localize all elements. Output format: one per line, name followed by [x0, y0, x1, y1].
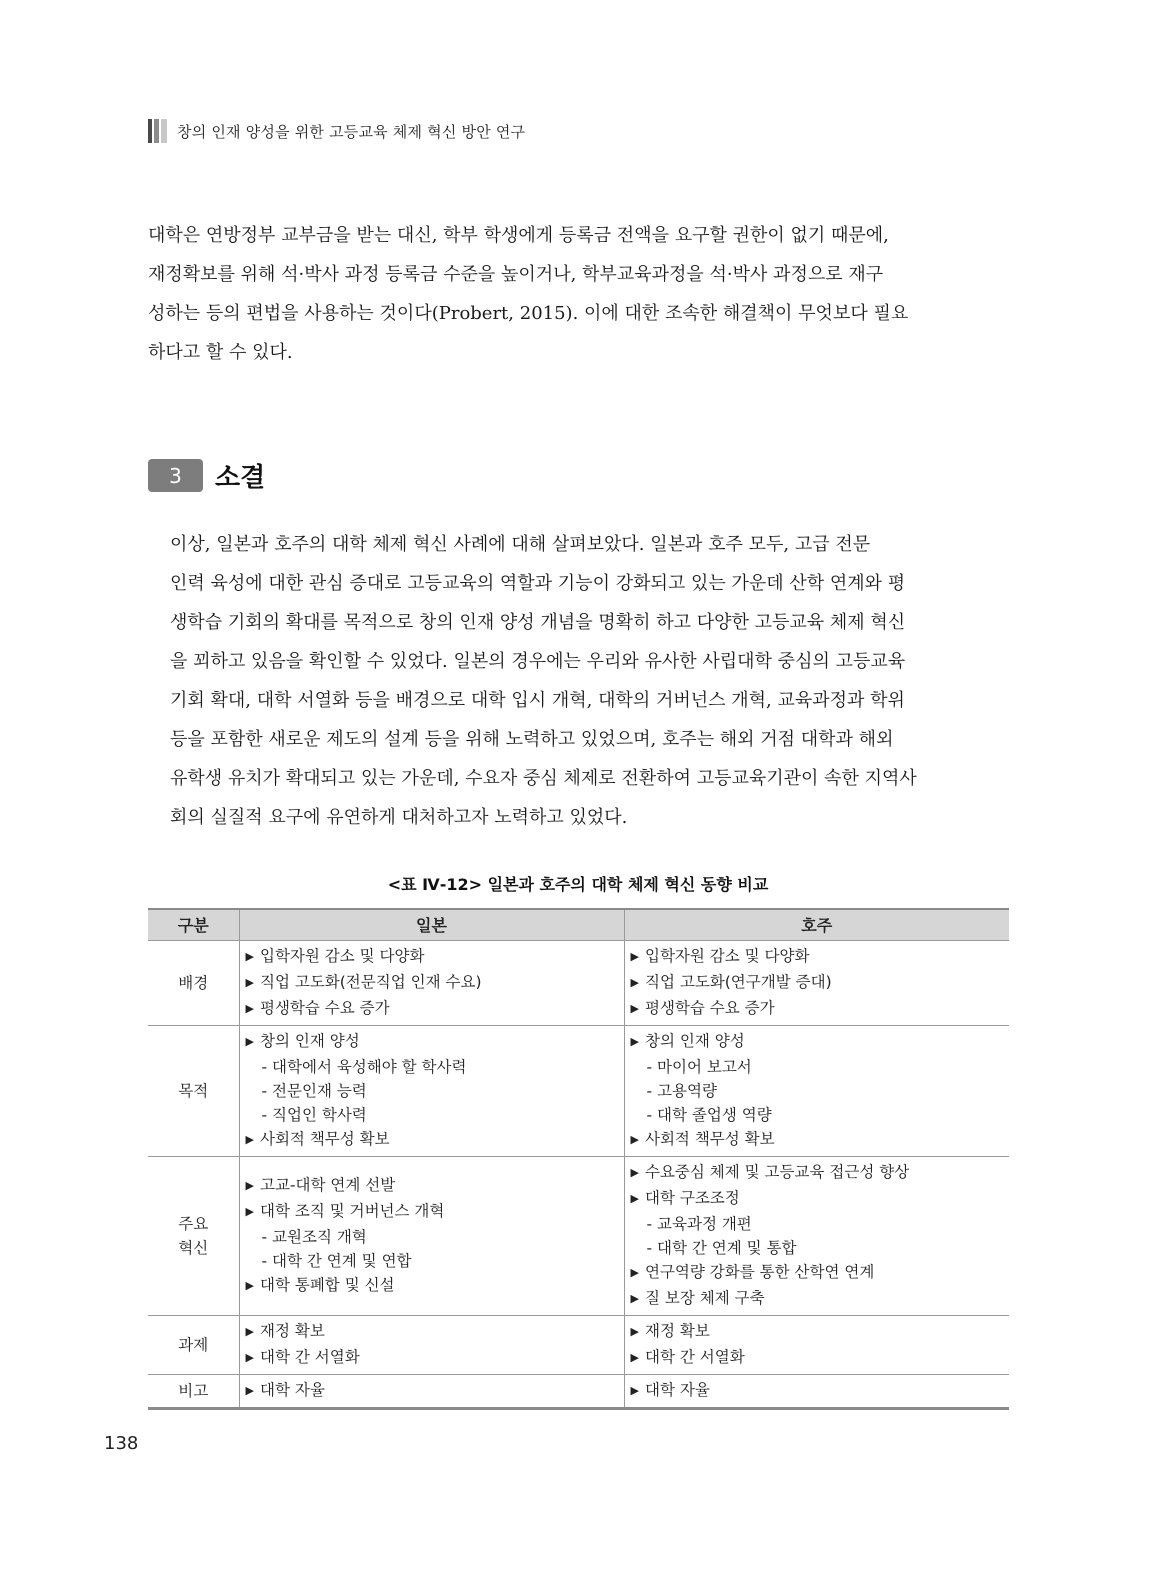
bullet-item — [631, 1186, 1004, 1212]
bullet-item — [246, 970, 618, 996]
paragraph-line: 성하는 등의 편법을 사용하는 것이다(Probert, 2015). 이에 대한 조속한 해결책이 무엇보다 필요 — [148, 303, 909, 324]
item-text: - 고용역량 — [646, 1081, 717, 1100]
paragraph-line: 이상, 일본과 호주의 대학 체제 혁신 사례에 대해 살펴보았다. 일본과 호주 모두, 고급 전문 — [170, 534, 871, 555]
triangle-bullet-icon: ▶ — [245, 1034, 254, 1048]
bullet-item — [246, 1319, 618, 1345]
item-text: 대학 조직 및 거버넌스 개혁 — [259, 1201, 445, 1220]
bullet-item — [246, 1127, 618, 1153]
triangle-bullet-icon: ▶ — [245, 975, 254, 989]
bullet-item — [631, 996, 1004, 1022]
item-text: 대학 구조조정 — [644, 1188, 740, 1207]
triangle-bullet-icon: ▶ — [630, 949, 639, 963]
triangle-bullet-icon: ▶ — [630, 1350, 639, 1364]
row-label — [148, 1156, 239, 1315]
comparison-table — [148, 908, 1009, 1410]
paragraph-line: 을 꾀하고 있음을 확인할 수 있었다. 일본의 경우에는 우리와 유사한 사립대학 중심의 고등교육 — [170, 651, 906, 672]
triangle-bullet-icon: ▶ — [630, 1034, 639, 1048]
triangle-bullet-icon: ▶ — [630, 1132, 639, 1146]
column-header-australia: 호주 — [624, 909, 1009, 940]
table-row — [148, 1315, 1009, 1374]
row-label: 비고 — [178, 1381, 209, 1400]
item-text: 질 보장 체제 구축 — [644, 1288, 765, 1307]
item-text: 평생학습 수요 증가 — [644, 998, 775, 1017]
running-header-title: 창의 인재 양성을 위한 고등교육 체제 혁신 방안 연구 — [177, 122, 526, 141]
table-row — [148, 1156, 1009, 1315]
cell-japan — [239, 1315, 624, 1374]
item-text: 연구역량 강화를 통한 산학연 연계 — [644, 1262, 875, 1281]
bullet-item — [246, 1273, 618, 1299]
item-text: 대학 간 서열화 — [259, 1347, 360, 1366]
row-label: 목적 — [148, 1025, 239, 1156]
item-text: 직업 고도화(연구개발 증대) — [644, 972, 832, 991]
item-text: - 전문인재 능력 — [261, 1081, 367, 1100]
sub-item — [631, 1079, 1004, 1103]
sub-item — [246, 1225, 618, 1249]
bullet-item — [246, 1199, 618, 1225]
triangle-bullet-icon: ▶ — [630, 1265, 639, 1279]
bullet-item — [631, 1378, 1004, 1404]
triangle-bullet-icon: ▶ — [630, 1324, 639, 1338]
item-text: 입학자원 감소 및 다양화 — [259, 946, 425, 965]
triangle-bullet-icon: ▶ — [245, 1178, 254, 1192]
item-text: - 마이어 보고서 — [646, 1057, 752, 1076]
triangle-bullet-icon: ▶ — [245, 1204, 254, 1218]
triangle-bullet-icon: ▶ — [630, 1291, 639, 1305]
triangle-bullet-icon: ▶ — [630, 1001, 639, 1015]
paragraph-line: 재정확보를 위해 석·박사 과정 등록금 수준을 높이거나, 학부교육과정을 석·박사 과정으로 재구 — [148, 264, 884, 285]
bullet-item — [246, 1029, 618, 1055]
triangle-bullet-icon: ▶ — [245, 1001, 254, 1015]
header-bars-icon — [148, 119, 167, 143]
item-text: 창의 인재 양성 — [259, 1031, 360, 1050]
cell-australia — [624, 940, 1009, 1025]
bullet-item — [246, 1173, 618, 1199]
item-text: 대학 통폐합 및 신설 — [259, 1275, 395, 1294]
sub-item — [246, 1079, 618, 1103]
cell-japan — [239, 940, 624, 1025]
triangle-bullet-icon: ▶ — [245, 1324, 254, 1338]
bullet-item — [246, 996, 618, 1022]
item-text: 수요중심 체제 및 고등교육 접근성 향상 — [644, 1162, 910, 1181]
running-header — [148, 119, 525, 143]
paragraph-2 — [148, 525, 1008, 837]
sub-item — [631, 1212, 1004, 1236]
item-text: - 대학 간 연계 및 통합 — [646, 1238, 797, 1257]
cell-japan — [239, 1156, 624, 1315]
row-label: 배경 — [148, 940, 239, 1025]
bullet-item — [631, 944, 1004, 970]
bullet-item — [631, 1319, 1004, 1345]
triangle-bullet-icon: ▶ — [630, 1191, 639, 1205]
bullet-item — [246, 1378, 618, 1404]
sub-item — [246, 1055, 618, 1079]
bullet-item — [631, 1286, 1004, 1312]
table-row — [148, 1374, 1009, 1408]
item-text: - 교육과정 개편 — [646, 1214, 752, 1233]
item-text: - 대학 졸업생 역량 — [646, 1105, 772, 1124]
bullet-item — [246, 944, 618, 970]
item-text: 재정 확보 — [259, 1321, 325, 1340]
column-header-category: 구분 — [148, 909, 239, 940]
sub-item — [631, 1103, 1004, 1127]
item-text: - 교원조직 개혁 — [261, 1227, 367, 1246]
sub-item — [631, 1055, 1004, 1079]
page-number: 138 — [104, 1433, 139, 1454]
cell-japan — [239, 1374, 624, 1408]
item-text: - 대학에서 육성해야 할 학사력 — [261, 1057, 467, 1076]
triangle-bullet-icon: ▶ — [245, 1278, 254, 1292]
row-label-line: 주요 — [178, 1214, 209, 1233]
item-text: 고교-대학 연계 선발 — [259, 1175, 396, 1194]
triangle-bullet-icon: ▶ — [245, 949, 254, 963]
sub-item — [246, 1103, 618, 1127]
paragraph-line: 유학생 유치가 확대되고 있는 가운데, 수요자 중심 체제로 전환하여 고등교육기관이 속한 지역사 — [170, 768, 917, 789]
sub-item — [246, 1249, 618, 1273]
row-label-line: 혁신 — [178, 1238, 209, 1257]
column-header-japan: 일본 — [239, 909, 624, 940]
item-text: - 대학 간 연계 및 연합 — [261, 1251, 412, 1270]
section-number-badge: 3 — [148, 459, 203, 492]
cell-australia — [624, 1156, 1009, 1315]
section-title: 소결 — [215, 463, 266, 493]
bullet-item — [631, 1260, 1004, 1286]
bullet-item — [631, 1127, 1004, 1153]
bullet-item — [246, 1345, 618, 1371]
item-text: 재정 확보 — [644, 1321, 710, 1340]
table-caption: <표 Ⅳ-12> 일본과 호주의 대학 체제 혁신 동향 비교 — [387, 875, 769, 894]
bullet-item — [631, 970, 1004, 996]
cell-australia — [624, 1315, 1009, 1374]
sub-item — [631, 1236, 1004, 1260]
table-header-row — [148, 909, 1009, 940]
item-text: - 직업인 학사력 — [261, 1105, 367, 1124]
item-text: 사회적 책무성 확보 — [644, 1129, 775, 1148]
paragraph-line: 생학습 기회의 확대를 목적으로 창의 인재 양성 개념을 명확히 하고 다양한 고등교육 체제 혁신 — [170, 612, 906, 633]
paragraph-line: 인력 육성에 대한 관심 증대로 고등교육의 역할과 기능이 강화되고 있는 가운데 산학 연계와 평 — [170, 573, 906, 594]
cell-australia — [624, 1025, 1009, 1156]
paragraph-line: 등을 포함한 새로운 제도의 설계 등을 위해 노력하고 있었으며, 호주는 해외 거점 대학과 해외 — [170, 729, 894, 750]
item-text: 사회적 책무성 확보 — [259, 1129, 390, 1148]
item-text: 대학 자율 — [644, 1380, 710, 1399]
bullet-item — [631, 1345, 1004, 1371]
item-text: 대학 간 서열화 — [644, 1347, 745, 1366]
item-text: 대학 자율 — [259, 1380, 325, 1399]
item-text: 창의 인재 양성 — [644, 1031, 745, 1050]
triangle-bullet-icon: ▶ — [630, 1383, 639, 1397]
item-text: 평생학습 수요 증가 — [259, 998, 390, 1017]
paragraph-line: 회의 실질적 요구에 유연하게 대처하고자 노력하고 있었다. — [170, 807, 628, 828]
paragraph-line: 하다고 할 수 있다. — [148, 342, 293, 363]
item-text: 직업 고도화(전문직업 인재 수요) — [259, 972, 482, 991]
cell-australia — [624, 1374, 1009, 1408]
triangle-bullet-icon: ▶ — [630, 1165, 639, 1179]
section-heading — [148, 459, 265, 492]
paragraph-1 — [148, 216, 1008, 372]
bullet-item — [631, 1029, 1004, 1055]
item-text: 입학자원 감소 및 다양화 — [644, 946, 810, 965]
row-label: 과제 — [148, 1315, 239, 1374]
triangle-bullet-icon: ▶ — [245, 1132, 254, 1146]
triangle-bullet-icon: ▶ — [245, 1383, 254, 1397]
triangle-bullet-icon: ▶ — [630, 975, 639, 989]
paragraph-line: 대학은 연방정부 교부금을 받는 대신, 학부 학생에게 등록금 전액을 요구할 권한이 없기 때문에, — [148, 225, 889, 246]
paragraph-line: 기회 확대, 대학 서열화 등을 배경으로 대학 입시 개혁, 대학의 거버넌스 개혁, 교육과정과 학위 — [170, 690, 905, 711]
table-row — [148, 1025, 1009, 1156]
bullet-item — [631, 1160, 1004, 1186]
triangle-bullet-icon: ▶ — [245, 1350, 254, 1364]
cell-japan — [239, 1025, 624, 1156]
table-row — [148, 940, 1009, 1025]
